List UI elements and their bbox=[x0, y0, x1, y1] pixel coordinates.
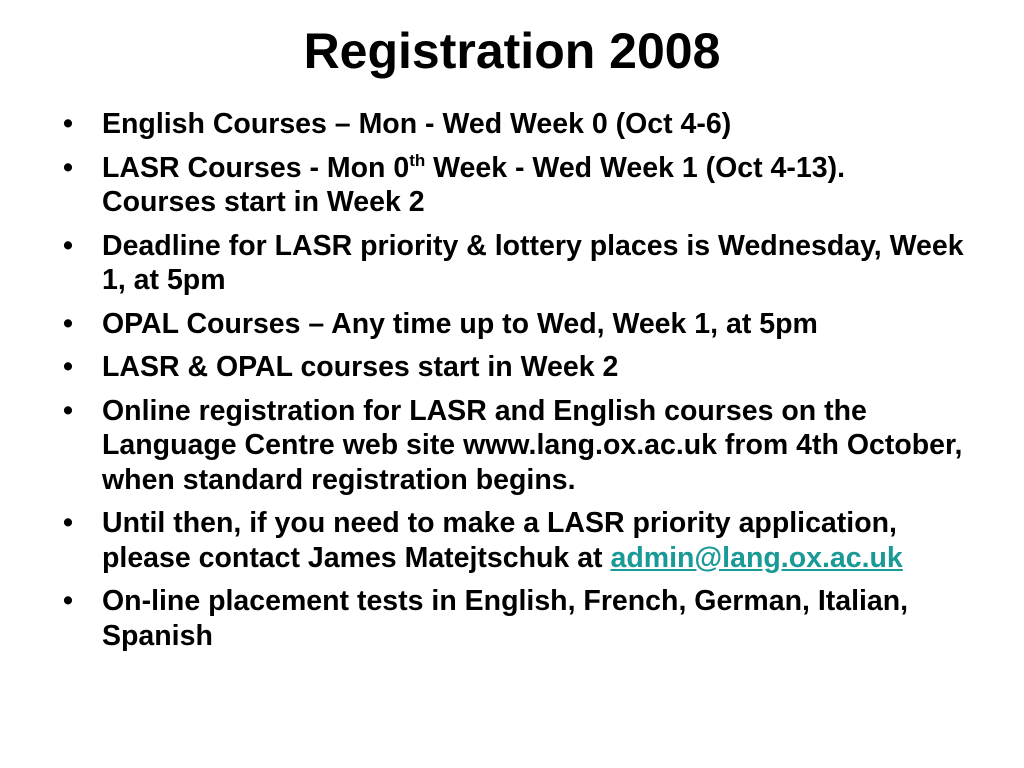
bullet-icon: • bbox=[63, 394, 73, 427]
slide-title: Registration 2008 bbox=[303, 23, 721, 79]
bullet-text: OPAL Courses – Any time up to Wed, Week 1, at 5pm bbox=[102, 307, 818, 340]
bullet-icon: • bbox=[63, 351, 73, 383]
ordinal-superscript: th bbox=[409, 150, 426, 170]
bullet-text: English Courses – Mon - Wed Week 0 (Oct 4-6) bbox=[102, 108, 732, 140]
bullet-item-priority-application bbox=[60, 506, 975, 575]
bullet-icon: • bbox=[63, 108, 73, 140]
bullet-text: Online registration for LASR and English courses on the Language Centre web site www.lang.ox.ac.uk from 4th October, when standard registration begins. bbox=[102, 394, 963, 496]
bullet-item-lasr-courses bbox=[60, 151, 975, 220]
bullet-text: Until then, if you need to make a LASR priority application, please contact James Matejtschuk at bbox=[102, 507, 897, 574]
bullet-text: Courses start in Week 2 bbox=[102, 186, 425, 218]
bullet-item-placement-tests bbox=[60, 584, 975, 653]
email-link[interactable]: admin@lang.ox.ac.uk bbox=[610, 541, 903, 574]
bullet-text: Week - Wed Week 1 (Oct 4-13). bbox=[425, 151, 845, 184]
bullet-item-online-registration bbox=[60, 394, 975, 498]
bullet-text: Deadline for LASR priority & lottery places is Wednesday, Week 1, at 5pm bbox=[102, 229, 964, 296]
bullet-icon: • bbox=[63, 585, 73, 617]
bullet-icon: • bbox=[63, 507, 73, 539]
bullet-text: LASR Courses - Mon 0 bbox=[102, 151, 410, 184]
bullet-icon: • bbox=[63, 307, 73, 340]
bullet-item-courses-start bbox=[60, 350, 975, 385]
bullet-icon: • bbox=[63, 151, 73, 184]
bullet-item-english-courses bbox=[60, 107, 975, 142]
bullet-text: LASR & OPAL courses start in Week 2 bbox=[102, 351, 619, 383]
bullet-text: On-line placement tests in English, French, German, Italian, Spanish bbox=[102, 585, 909, 652]
bullet-item-deadline bbox=[60, 229, 975, 298]
bullet-list bbox=[60, 107, 975, 662]
bullet-icon: • bbox=[63, 229, 73, 262]
bullet-item-opal-courses bbox=[60, 307, 975, 342]
